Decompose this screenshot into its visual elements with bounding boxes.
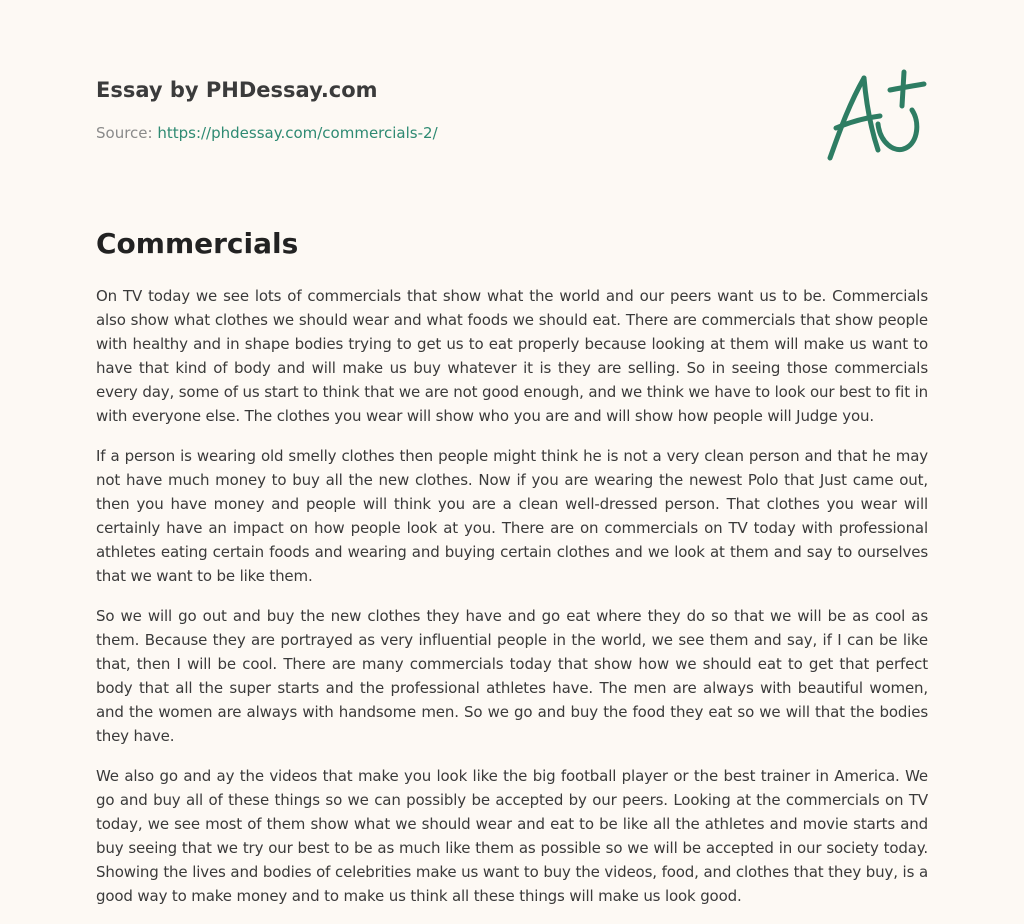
source-label: Source:: [96, 124, 158, 142]
a-plus-logo-icon: [820, 66, 930, 166]
essay-body: [96, 284, 928, 924]
site-title: Essay by PHDessay.com: [96, 78, 378, 102]
source-line: [96, 123, 438, 143]
essay-paragraph: If a person is wearing old smelly clothes then people might think he is not a very clean person and that he may not have much money to buy all the new clothes. Now if you are wearing the newest Polo that Just came out, then you have money and people will think you are a clean well-dressed person. That clothes you wear will certainly have an impact on how people look at you. There are on commercials on TV today with professional athletes eating certain foods and wearing and buying certain clothes and we look at them and say to ourselves that we want to be like them.: [96, 447, 928, 585]
essay-paragraph: We also go and ay the videos that make you look like the big football player or the best trainer in America. We go and buy all of these things so we can possibly be accepted by our peers. Looking at the commercials on TV today, we see most of them show what we should wear and eat to be like all the athletes and movie starts and buy seeing that we try our best to be as much like them as possible so we will be accepted in our society today. Showing the lives and bodies of celebrities make us want to buy the videos, food, and clothes that they buy, is a good way to make money and to make us think all these things will make us look good.: [96, 767, 928, 905]
source-link[interactable]: https://phdessay.com/commercials-2/: [157, 124, 438, 142]
essay-title: Commercials: [96, 227, 299, 260]
essay-paragraph: So we will go out and buy the new clothes they have and go eat where they do so that we will be as cool as them. Because they are portrayed as very influential people in the world, we see them and say, if I can be like that, then I will be cool. There are many commercials today that show how we should eat to get that perfect body that all the super starts and the professional athletes have. The men are always with beautiful women, and the women are always with handsome men. So we go and buy the food they eat so we will that the bodies they have.: [96, 607, 928, 745]
essay-paragraph: On TV today we see lots of commercials that show what the world and our peers want us to be. Commercials also show what clothes we should wear and what foods we should eat. There are commercials that show people with healthy and in shape bodies trying to get us to eat properly because looking at them will make us want to have that kind of body and will make us buy whatever it is they are selling. So in seeing those commercials every day, some of us start to think that we are not good enough, and we think we have to look our best to fit in with everyone else. The clothes you wear will show who you are and will show how people will Judge you.: [96, 287, 928, 425]
